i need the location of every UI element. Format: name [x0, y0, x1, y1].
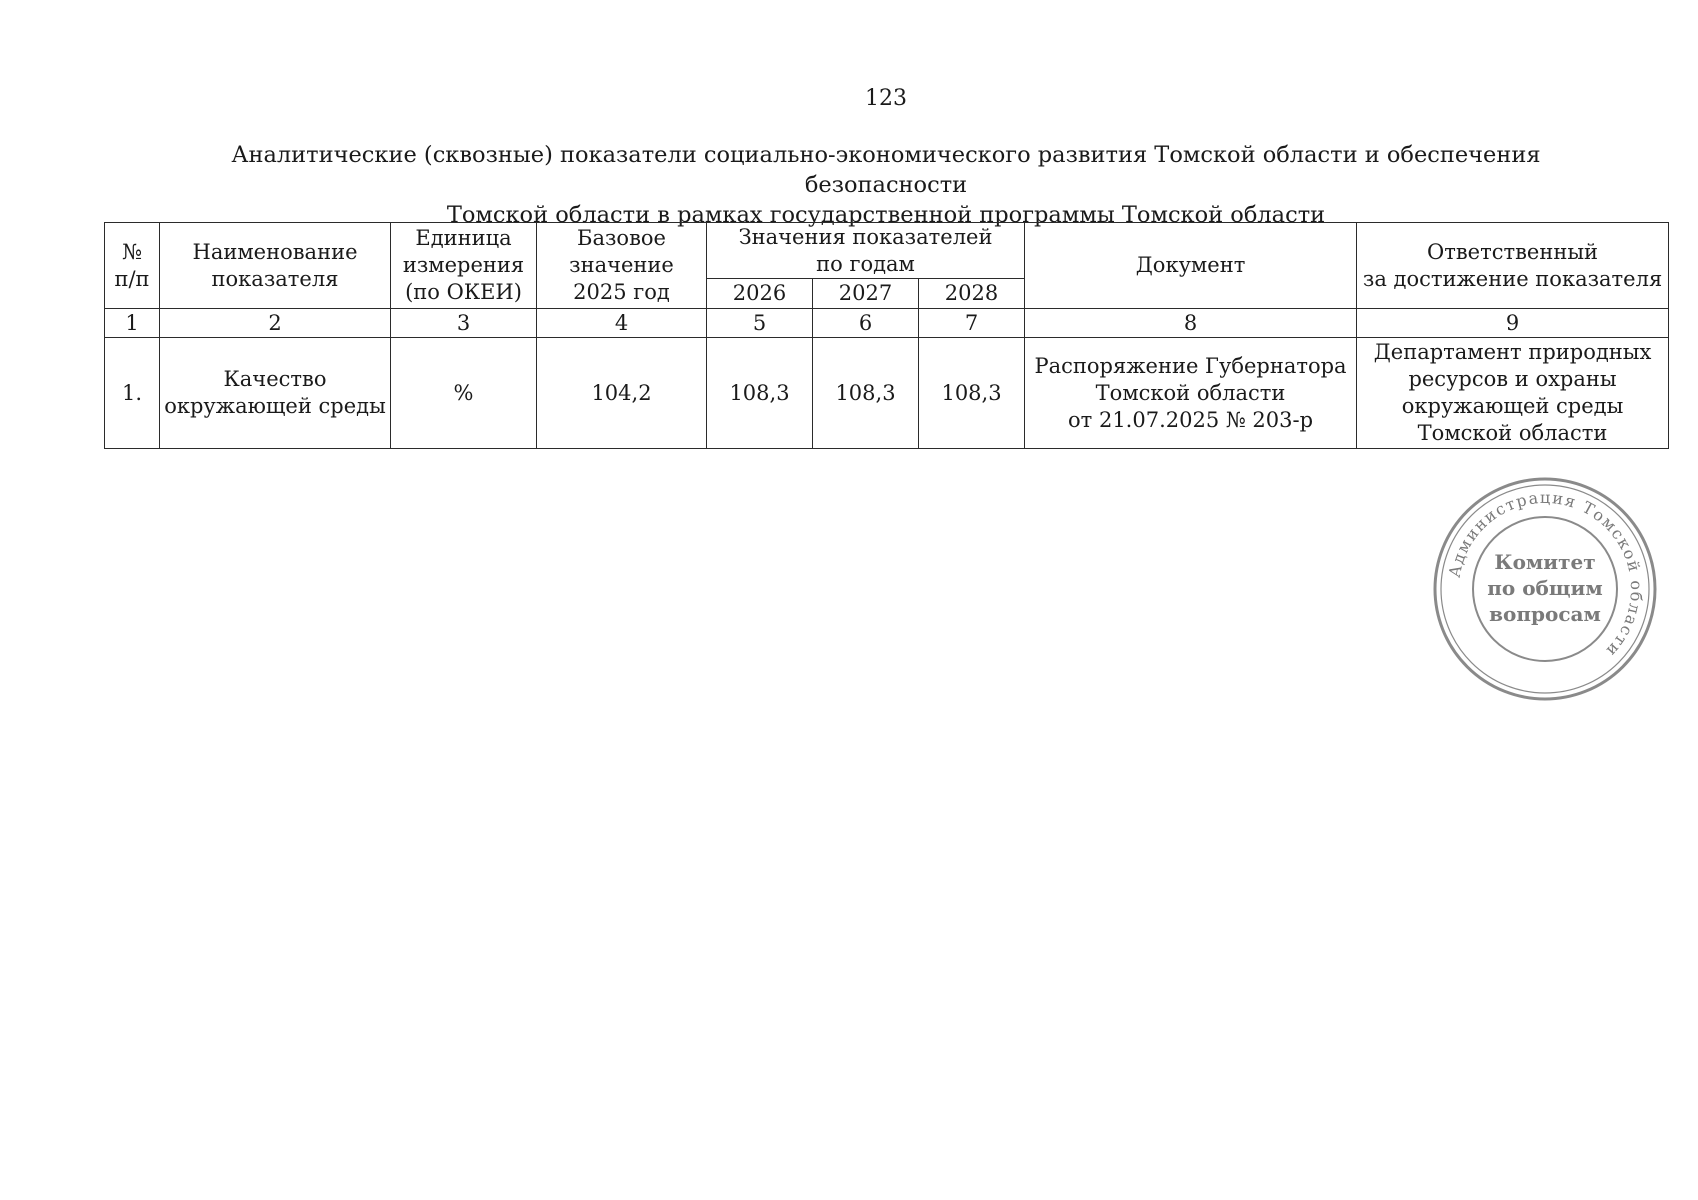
column-number: 8	[1025, 309, 1357, 338]
cell-unit: %	[391, 338, 537, 449]
cell-base-value: 104,2	[537, 338, 707, 449]
table-row	[105, 338, 1669, 449]
column-number: 3	[391, 309, 537, 338]
column-number-row	[105, 309, 1669, 338]
official-stamp	[1430, 474, 1660, 704]
title-line-1: Аналитические (сквозные) показатели социально-экономического развития Томской области и обеспечения безопасности	[231, 142, 1541, 198]
stamp-center-line-1: Комитет	[1494, 550, 1596, 574]
indicators-table	[104, 222, 1669, 449]
header-base-value: Базовое значение 2025 год	[537, 223, 707, 309]
column-number: 1	[105, 309, 160, 338]
header-name: Наименование показателя	[160, 223, 391, 309]
header-year-2027: 2027	[813, 279, 919, 309]
column-number: 7	[919, 309, 1025, 338]
cell-name: Качество окружающей среды	[160, 338, 391, 449]
header-year-2028: 2028	[919, 279, 1025, 309]
column-number: 5	[707, 309, 813, 338]
header-responsible: Ответственный за достижение показателя	[1357, 223, 1669, 309]
cell-value-2028: 108,3	[919, 338, 1025, 449]
stamp-center-line-2: по общим	[1487, 576, 1603, 600]
cell-document: Распоряжение Губернатора Томской области от 21.07.2025 № 203-р	[1025, 338, 1357, 449]
stamp-center-line-3: вопросам	[1489, 602, 1601, 626]
cell-responsible: Департамент природных ресурсов и охраны окружающей среды Томской области	[1357, 338, 1669, 449]
stamp-ring-text: Администрация Томской области	[1444, 487, 1647, 662]
header-num: № п/п	[105, 223, 160, 309]
cell-num: 1.	[105, 338, 160, 449]
document-title	[180, 140, 1592, 230]
page-number: 123	[865, 86, 907, 111]
header-document: Документ	[1025, 223, 1357, 309]
column-number: 6	[813, 309, 919, 338]
header-unit: Единица измерения (по ОКЕИ)	[391, 223, 537, 309]
header-year-2026: 2026	[707, 279, 813, 309]
header-values-by-year: Значения показателей по годам	[707, 223, 1025, 279]
column-number: 2	[160, 309, 391, 338]
cell-value-2027: 108,3	[813, 338, 919, 449]
cell-value-2026: 108,3	[707, 338, 813, 449]
title-line-2: Томской области в рамках государственной программы Томской области	[446, 202, 1326, 228]
column-number: 9	[1357, 309, 1669, 338]
column-number: 4	[537, 309, 707, 338]
